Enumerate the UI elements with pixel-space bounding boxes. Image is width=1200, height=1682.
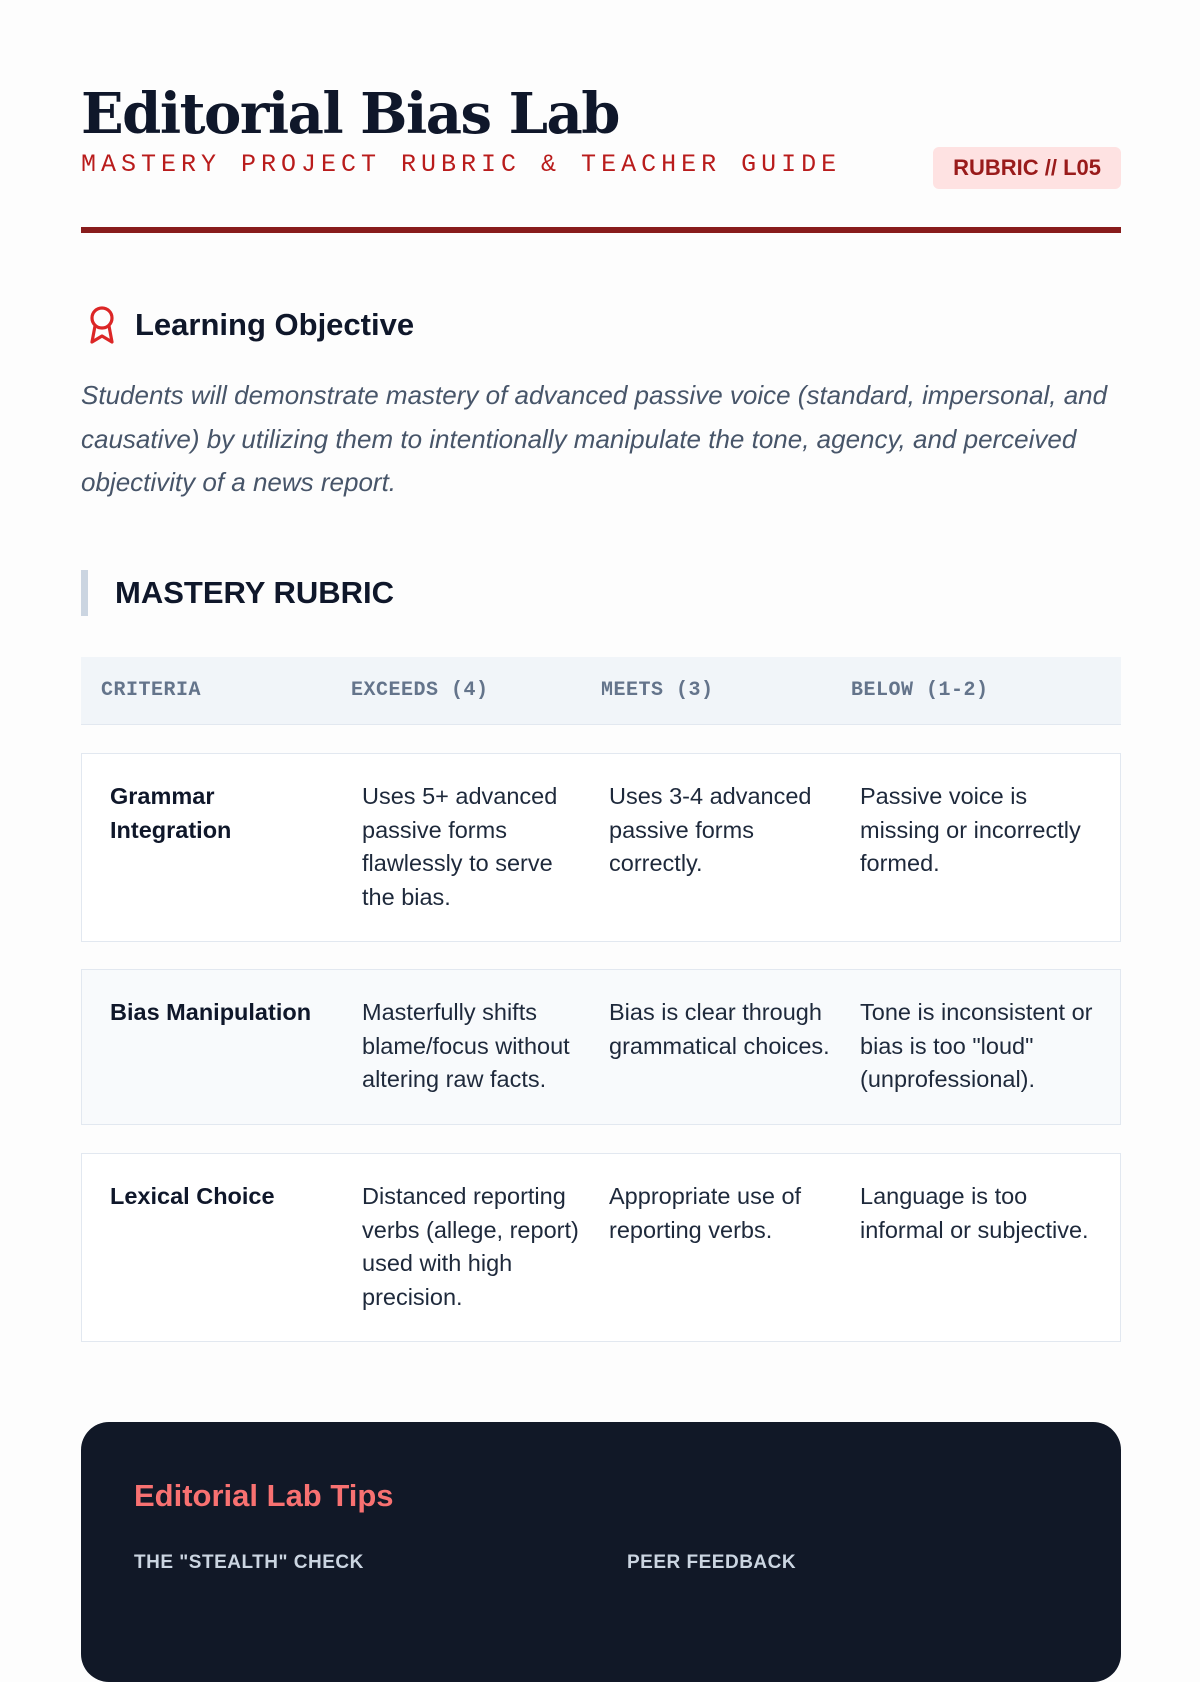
award-ribbon-icon (85, 305, 119, 345)
rubric-badge: RUBRIC // L05 (933, 147, 1121, 189)
table-row (81, 753, 1121, 942)
table-row (81, 1153, 1121, 1342)
column-header-criteria: CRITERIA (101, 679, 202, 702)
tips-panel (81, 1422, 1121, 1682)
page-title: Editorial Bias Lab (81, 81, 619, 147)
page-subtitle: MASTERY PROJECT RUBRIC & TEACHER GUIDE (81, 150, 842, 179)
rubric-table-header (81, 657, 1121, 725)
exceeds-cell: Masterfully shifts blame/focus without altering raw facts. (362, 999, 570, 1092)
meets-cell: Bias is clear through grammatical choices. (609, 999, 830, 1059)
column-header-below: BELOW (1-2) (851, 679, 989, 702)
stealth-check-label: THE "STEALTH" CHECK (134, 1552, 364, 1573)
exceeds-cell: Uses 5+ advanced passive forms flawlessly to serve the bias. (362, 783, 558, 910)
below-cell: Tone is inconsistent or bias is too "loud" (unprofessional). (860, 999, 1093, 1092)
criteria-cell: Bias Manipulation (110, 999, 312, 1025)
below-cell: Language is too informal or subjective. (860, 1183, 1089, 1243)
exceeds-cell: Distanced reporting verbs (allege, report) used with high precision. (362, 1183, 579, 1310)
below-cell: Passive voice is missing or incorrectly formed. (860, 783, 1081, 876)
objective-heading (81, 300, 414, 350)
column-header-meets: MEETS (3) (601, 679, 714, 702)
meets-cell: Appropriate use of reporting verbs. (609, 1183, 802, 1243)
peer-feedback-label: PEER FEEDBACK (627, 1552, 797, 1573)
objective-title: Learning Objective (135, 307, 415, 342)
tips-title: Editorial Lab Tips (134, 1478, 394, 1513)
table-row (81, 969, 1121, 1125)
meets-cell: Uses 3-4 advanced passive forms correctly. (609, 783, 812, 876)
criteria-cell: Grammar Integration (110, 783, 232, 843)
objective-text: Students will demonstrate mastery of advanced passive voice (standard, impersonal, and causative) by utilizing them to intentionally manipulate the tone, agency, and perceived objectivity of a news report. (81, 380, 1108, 497)
header-divider (81, 227, 1121, 233)
column-header-exceeds: EXCEEDS (4) (351, 679, 489, 702)
rubric-heading: MASTERY RUBRIC (81, 570, 394, 616)
page-header (81, 0, 1121, 234)
rubric-page (81, 0, 1121, 1573)
criteria-cell: Lexical Choice (110, 1183, 275, 1209)
